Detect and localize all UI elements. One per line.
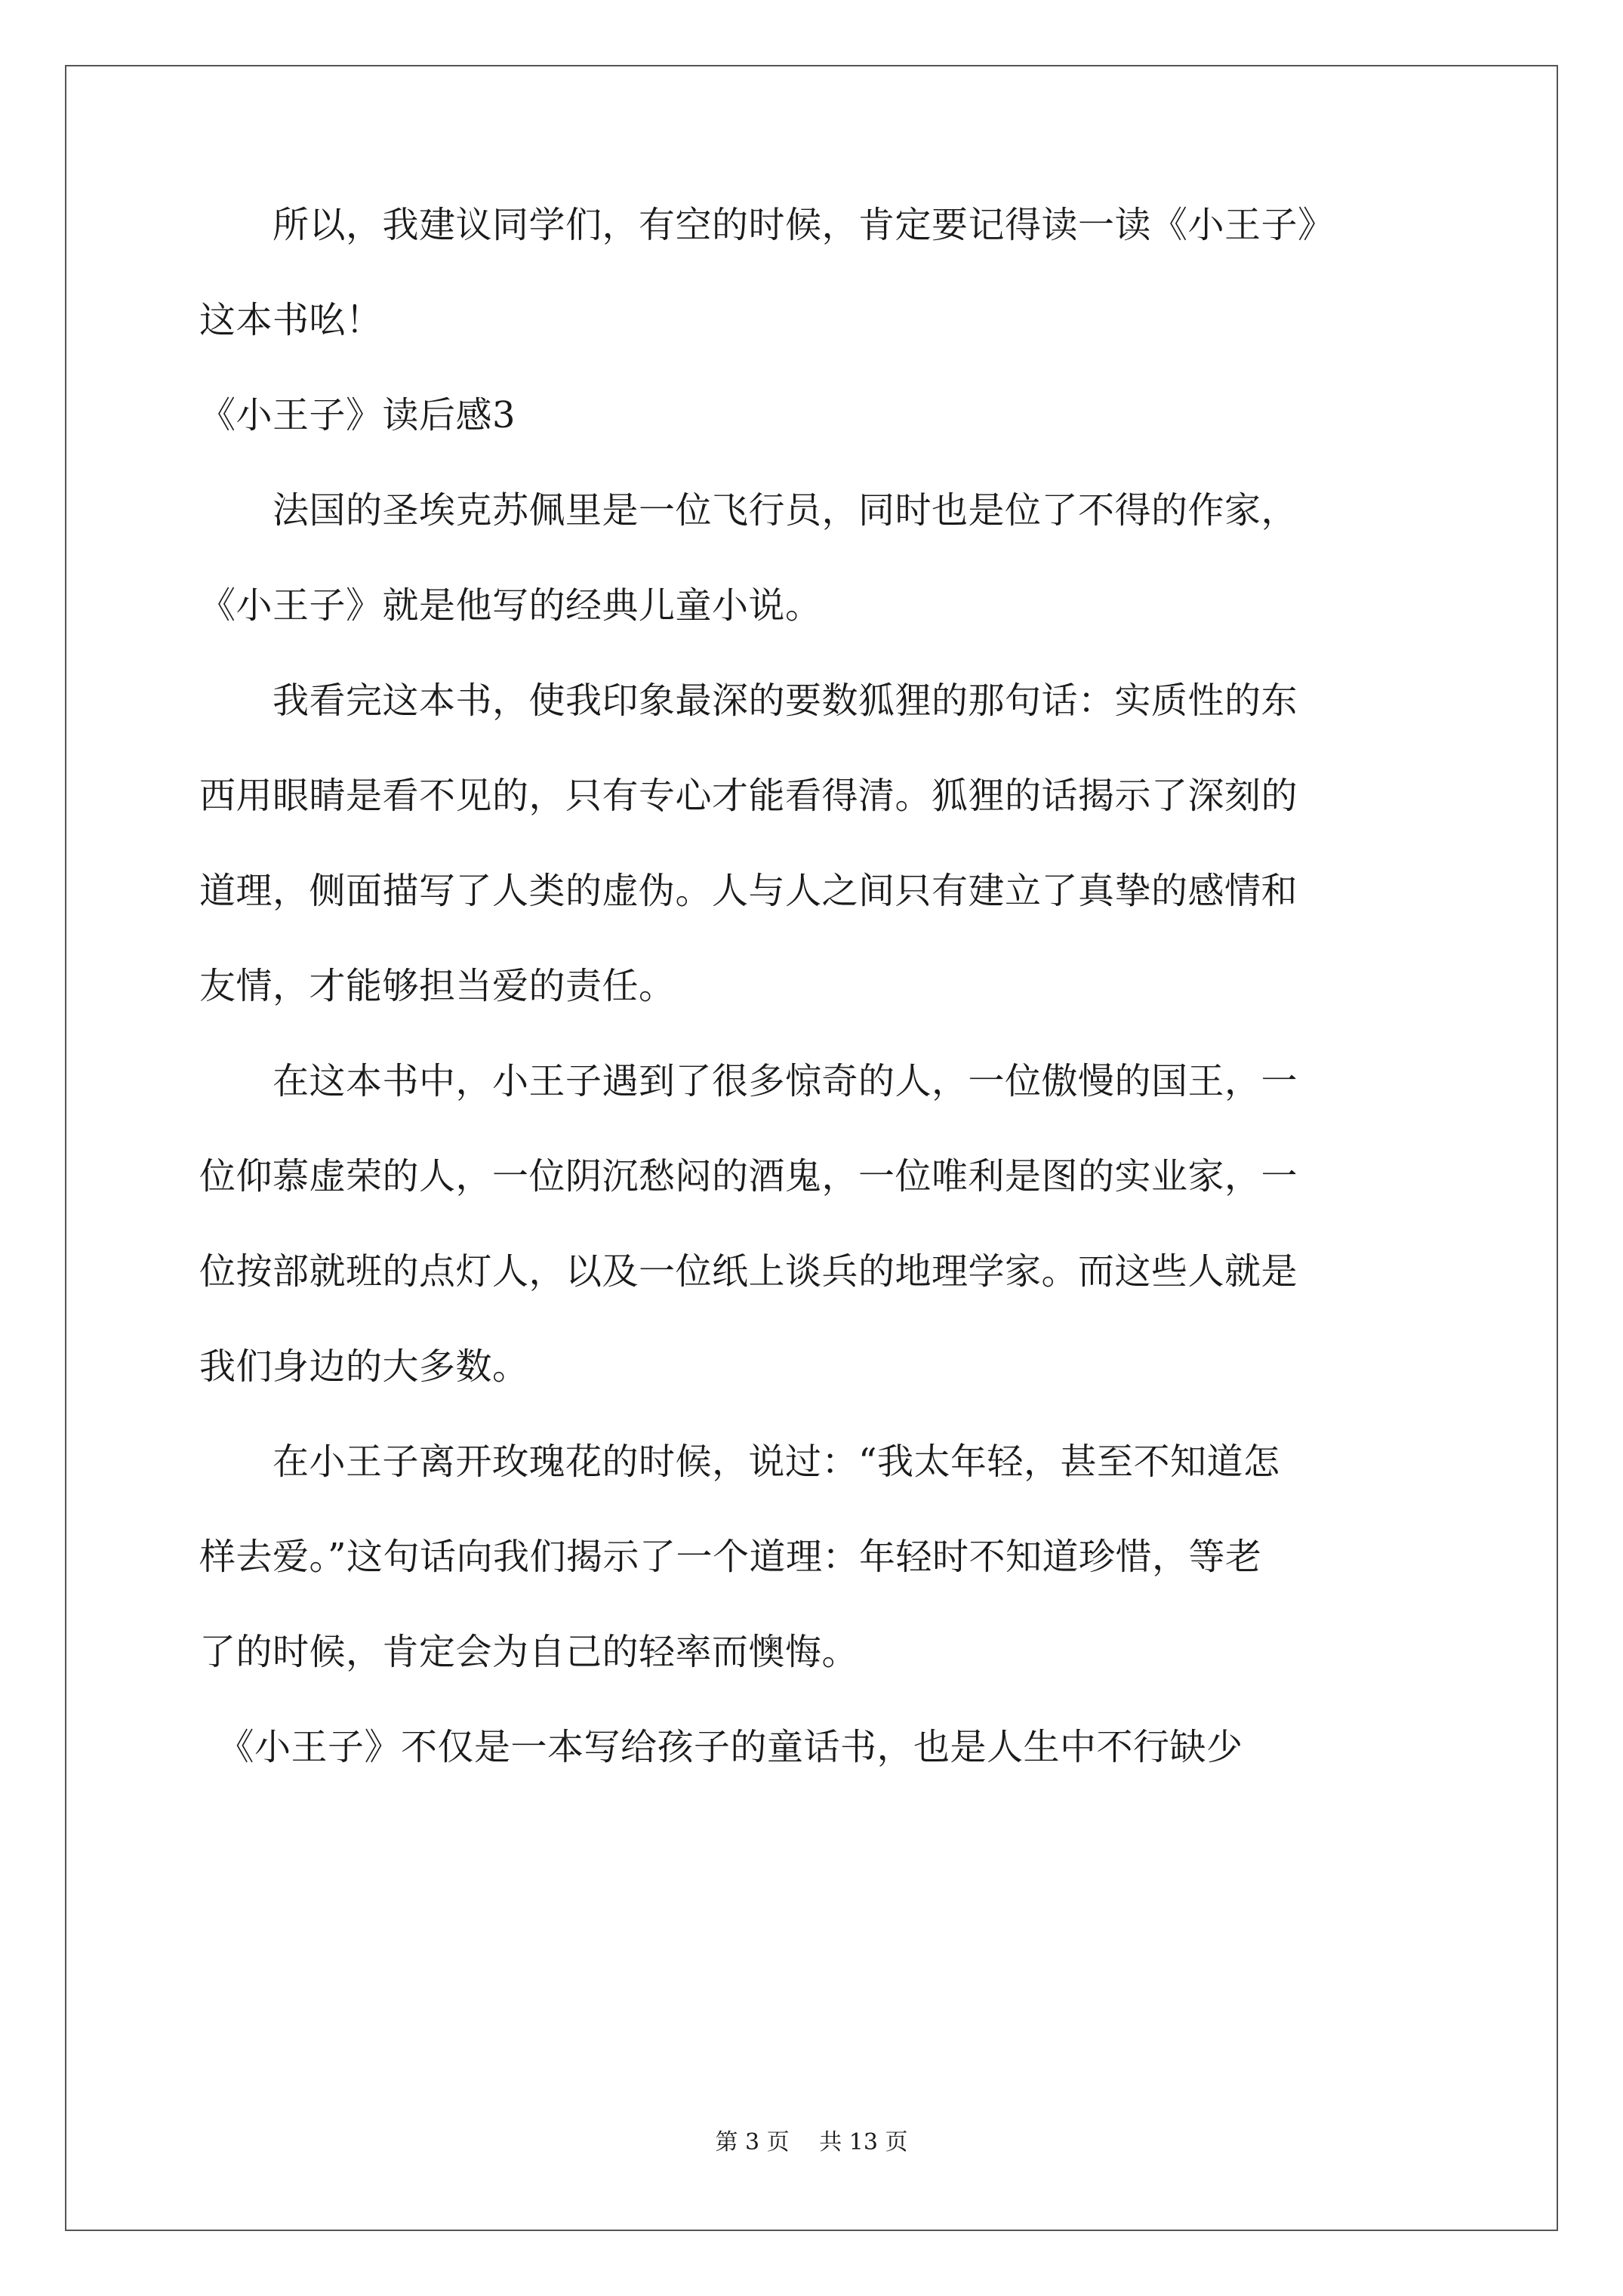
page-frame	[65, 65, 1558, 2231]
text-line: 位仰慕虚荣的人，一位阴沉愁闷的酒鬼，一位唯利是图的实业家，一	[199, 1155, 1298, 1197]
text-line: 友情，才能够担当爱的责任。	[199, 965, 676, 1007]
text-line: 了的时候，肯定会为自己的轻率而懊悔。	[199, 1631, 859, 1673]
text-line: 在小王子离开玫瑰花的时候，说过：“我太年轻，甚至不知道怎	[199, 1441, 1280, 1483]
text-line: 道理，侧面描写了人类的虚伪。人与人之间只有建立了真挚的感情和	[199, 870, 1298, 912]
text-line: 西用眼睛是看不见的，只有专心才能看得清。狐狸的话揭示了深刻的	[199, 775, 1298, 817]
page-number: 第 3 页 共 13 页	[715, 2129, 908, 2156]
text-line: 《小王子》就是他写的经典儿童小说。	[199, 584, 822, 627]
text-line: 所以，我建议同学们，有空的时候，肯定要记得读一读《小王子》	[199, 204, 1335, 246]
text-line: 我看完这本书，使我印象最深的要数狐狸的那句话：实质性的东	[199, 680, 1298, 722]
text-line: 法国的圣埃克苏佩里是一位飞行员，同时也是位了不得的作家，	[199, 489, 1298, 532]
text-line: 位按部就班的点灯人，以及一位纸上谈兵的地理学家。而这些人就是	[199, 1250, 1298, 1293]
text-line: 在这本书中，小王子遇到了很多惊奇的人，一位傲慢的国王，一	[199, 1060, 1298, 1102]
section-heading: 《小王子》读后感3	[199, 394, 516, 436]
text-line: 样去爱。”这句话向我们揭示了一个道理：年轻时不知道珍惜，等老	[199, 1536, 1262, 1578]
text-line: 这本书吆！	[199, 299, 383, 341]
text-line: 我们身边的大多数。	[199, 1345, 529, 1388]
text-line: 《小王子》不仅是一本写给孩子的童话书，也是人生中不行缺少	[199, 1726, 1243, 1768]
